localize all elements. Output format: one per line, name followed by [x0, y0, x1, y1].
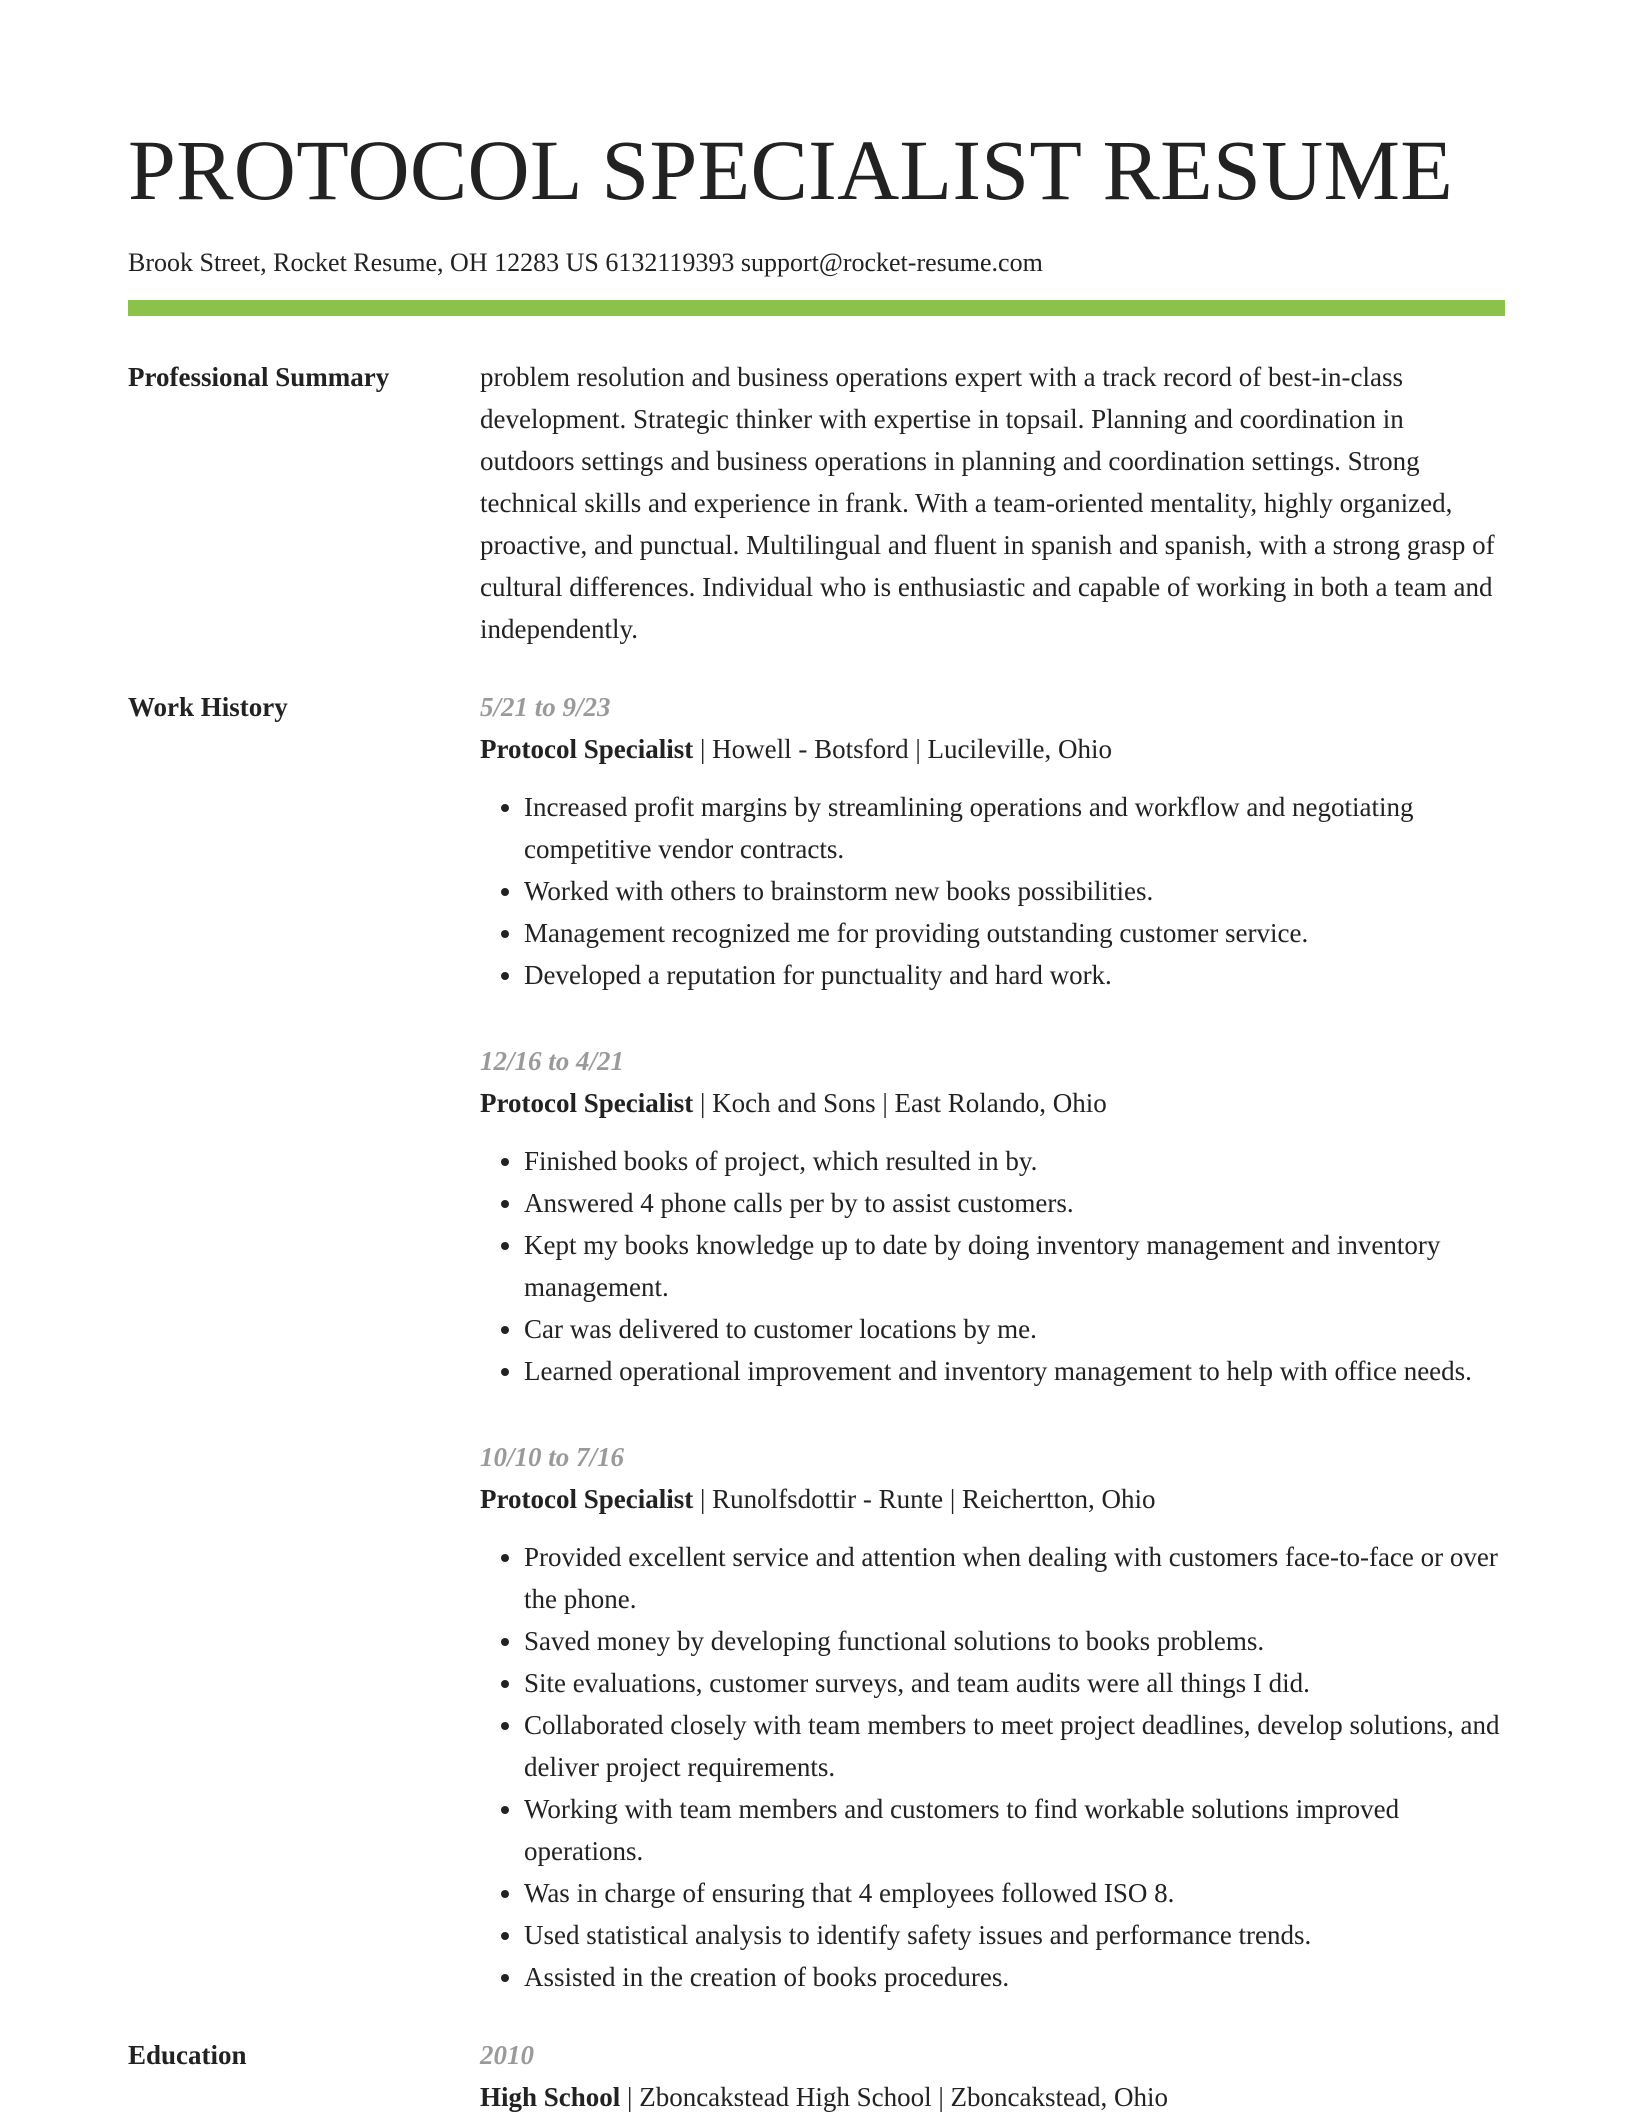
education-body: [480, 2034, 1505, 2118]
education-entry: [480, 2034, 1505, 2118]
job-details: | Runolfsdottir - Runte | Reichertton, Ohio: [693, 1484, 1156, 1514]
job-bullet: • Collaborated closely with team members to meet project deadlines, develop solutions, and deliver project requirements.: [524, 1704, 1505, 1788]
section-label-summary: Professional Summary: [128, 362, 390, 392]
job-bullets: [480, 1140, 1505, 1392]
resume-title: PROTOCOL SPECIALIST RESUME: [128, 122, 1454, 218]
job-bullet: • Increased profit margins by streamlining operations and workflow and negotiating competitive vendor contracts.: [524, 786, 1505, 870]
job-bullet: • Worked with others to brainstorm new books possibilities.: [524, 870, 1505, 912]
work-history-section: [128, 694, 1505, 1998]
job-dates: 12/16 to 4/21: [480, 1046, 625, 1076]
job-bullet: • Car was delivered to customer locations by me.: [524, 1308, 1505, 1350]
job-bullet: • Used statistical analysis to identify safety issues and performance trends.: [524, 1914, 1505, 1956]
job-bullet: • Was in charge of ensuring that 4 employees followed ISO 8.: [524, 1872, 1505, 1914]
header-divider: [128, 300, 1505, 316]
summary-section: [128, 364, 1505, 650]
job-bullet: • Site evaluations, customer surveys, and team audits were all things I did.: [524, 1662, 1505, 1704]
education-details: | Zboncakstead High School | Zboncakstead, Ohio: [620, 2082, 1168, 2112]
summary-body: [480, 356, 1505, 650]
contact-info: Brook Street, Rocket Resume, OH 12283 US 6132119393 support@rocket-resume.com: [128, 248, 1043, 277]
job-details: | Howell - Botsford | Lucileville, Ohio: [693, 734, 1112, 764]
job-bullets: [480, 1536, 1505, 1998]
job-title: Protocol Specialist: [480, 1088, 694, 1118]
job-details: | Koch and Sons | East Rolando, Ohio: [693, 1088, 1107, 1118]
job-bullet: • Provided excellent service and attention when dealing with customers face-to-face or over the phone.: [524, 1536, 1505, 1620]
job-bullets: [480, 786, 1505, 996]
job-bullet: • Developed a reputation for punctuality and hard work.: [524, 954, 1505, 996]
job-title: Protocol Specialist: [480, 1484, 694, 1514]
job-entry: [480, 1040, 1505, 1392]
job-entry: [480, 686, 1505, 996]
education-dates: 2010: [480, 2040, 534, 2070]
job-heading: [480, 728, 1505, 770]
job-title: Protocol Specialist: [480, 734, 694, 764]
job-bullet: • Kept my books knowledge up to date by doing inventory management and inventory management.: [524, 1224, 1505, 1308]
job-bullet: • Management recognized me for providing outstanding customer service.: [524, 912, 1505, 954]
education-degree: High School: [480, 2082, 621, 2112]
job-bullet: • Learned operational improvement and inventory management to help with office needs.: [524, 1350, 1505, 1392]
job-bullet: • Finished books of project, which resulted in by.: [524, 1140, 1505, 1182]
resume-page: [128, 0, 1505, 2118]
summary-text: problem resolution and business operations expert with a track record of best-in-class development. Strategic thinker with expertise in topsail. Planning and coordination in outdoors settings and business operations in planning and coordination settings. Strong technical skills and experience in frank. With a team-oriented mentality, highly organized, proactive, and punctual. Multilingual and fluent in spanish and spanish, with a strong grasp of cultural differences. Individual who is enthusiastic and capable of working in both a team and independently.: [480, 362, 1495, 644]
job-bullet: • Assisted in the creation of books procedures.: [524, 1956, 1505, 1998]
job-entry: [480, 1436, 1505, 1998]
section-label-education: Education: [128, 2040, 247, 2070]
work-history-body: [480, 686, 1505, 1998]
job-heading: [480, 1082, 1505, 1124]
job-bullet: • Saved money by developing functional solutions to books problems.: [524, 1620, 1505, 1662]
job-dates: 10/10 to 7/16: [480, 1442, 625, 1472]
job-dates: 5/21 to 9/23: [480, 692, 611, 722]
section-label-work-history: Work History: [128, 692, 288, 722]
job-bullet: • Working with team members and customers to find workable solutions improved operations.: [524, 1788, 1505, 1872]
job-heading: [480, 1478, 1505, 1520]
education-section: [128, 2042, 1505, 2118]
job-bullet: • Answered 4 phone calls per by to assist customers.: [524, 1182, 1505, 1224]
